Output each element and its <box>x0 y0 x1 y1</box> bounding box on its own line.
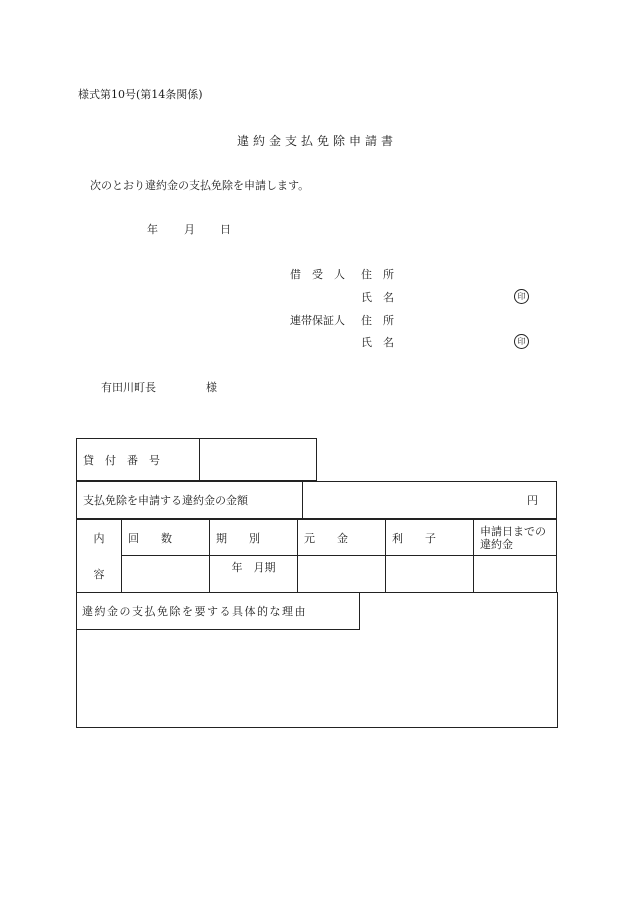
loan-number-label: 貸 付 番 号 <box>77 439 200 481</box>
count-value[interactable] <box>122 556 210 593</box>
intro-text: 次のとおり違約金の支払免除を申請します。 <box>90 179 310 192</box>
amount-label: 支払免除を申請する違約金の金額 <box>77 482 303 519</box>
currency-unit: 円 <box>527 494 538 507</box>
penalty-value[interactable] <box>474 556 557 593</box>
col-interest-header: 利 子 <box>386 520 474 556</box>
guarantor-name-label: 氏 名 <box>361 336 394 349</box>
borrower-name-label: 氏 名 <box>361 291 394 304</box>
content-label-bottom: 容 <box>77 556 122 593</box>
col-count-header: 回 数 <box>122 520 210 556</box>
borrower-seal-icon: 印 <box>514 289 529 304</box>
col-penalty-line2: 違約金 <box>480 537 513 551</box>
guarantor-label: 連帯保証人 <box>290 314 345 327</box>
loan-number-table <box>76 438 317 481</box>
col-principal-header: 元 金 <box>298 520 386 556</box>
addressee-name: 有田川町長 <box>101 381 156 394</box>
form-number: 様式第10号(第14条関係) <box>78 88 203 101</box>
content-table <box>76 519 557 593</box>
col-penalty-line1: 申請日までの <box>480 524 546 538</box>
page-title: 違約金支払免除申請書 <box>237 134 398 148</box>
amount-value[interactable] <box>303 482 557 519</box>
col-penalty-header <box>474 520 557 556</box>
content-label-top: 内 <box>77 520 122 556</box>
amount-table <box>76 481 557 519</box>
guarantor-seal-icon: 印 <box>514 334 529 349</box>
date-day: 日 <box>220 223 231 236</box>
borrower-address-label: 住 所 <box>361 268 394 281</box>
date-year: 年 <box>147 223 158 236</box>
principal-value[interactable] <box>298 556 386 593</box>
interest-value[interactable] <box>386 556 474 593</box>
date-month: 月 <box>184 223 195 236</box>
borrower-label: 借 受 人 <box>290 268 345 281</box>
reason-label: 違約金の支払免除を要する具体的な理由 <box>82 605 307 618</box>
period-value[interactable]: 年 月期 <box>210 556 298 593</box>
col-period-header: 期 別 <box>210 520 298 556</box>
loan-number-value[interactable] <box>200 439 317 481</box>
guarantor-address-label: 住 所 <box>361 314 394 327</box>
addressee-honorific: 様 <box>206 381 217 394</box>
